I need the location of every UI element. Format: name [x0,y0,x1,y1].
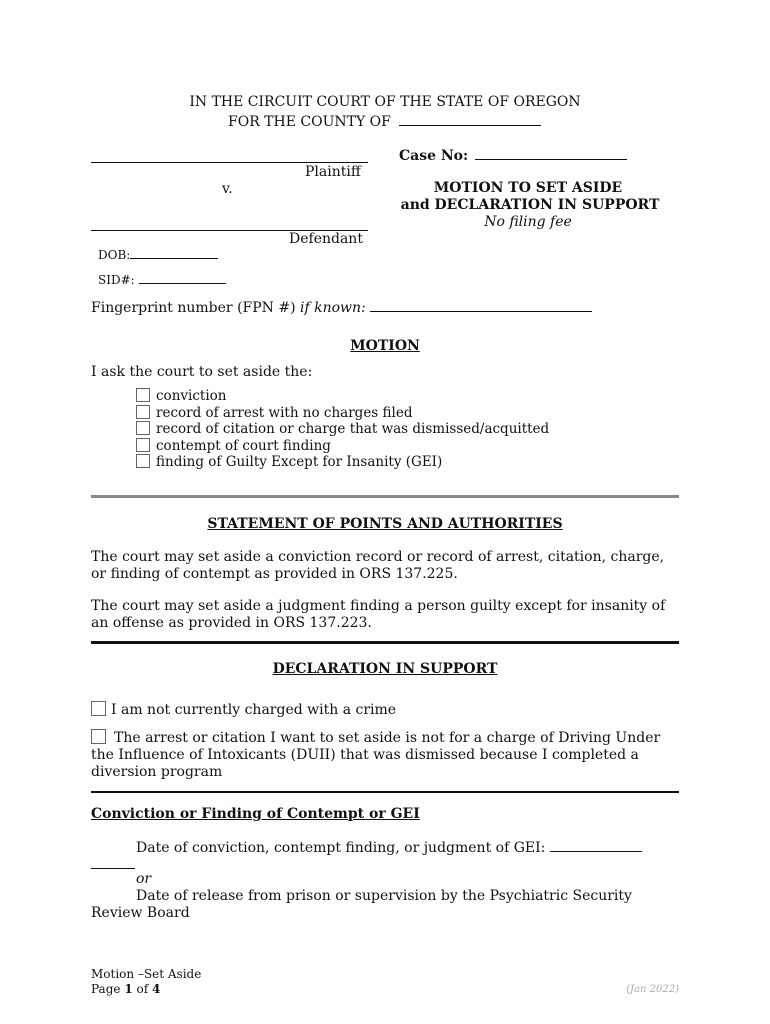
checkbox[interactable] [136,388,150,402]
option-label: conviction [156,388,227,404]
filing-fee-note: No filing fee [484,214,572,230]
checkbox[interactable] [91,701,106,716]
fingerprint-field [91,299,592,317]
county-line [228,113,541,131]
motion-title-line2: and DECLARATION IN SUPPORT [400,197,660,213]
motion-intro: I ask the court to set aside the: [91,364,313,380]
footer-revision-date: (Jan 2022) [626,984,679,995]
release-date-label: Date of release from prison or supervision by the Psychiatric Security Review Board [91,888,632,921]
option-gei[interactable] [136,454,549,471]
option-label: record of citation or charge that was dismissed/acquitted [156,421,550,437]
conviction-date-field [136,839,642,857]
checkbox[interactable] [136,438,150,452]
checkbox[interactable] [136,405,150,419]
plaintiff-name-line[interactable] [91,162,368,163]
checkbox[interactable] [91,729,106,744]
declaration-item-not-charged[interactable] [91,701,396,719]
conviction-date-label: Date of conviction, contempt finding, or judgment of GEI: [136,840,546,856]
case-no-blank[interactable] [475,147,627,160]
motion-options-list [136,388,549,471]
option-conviction[interactable] [136,388,549,405]
declaration-item-label: I am not currently charged with a crime [111,702,397,718]
page-of: of [136,982,149,996]
fingerprint-qualifier: if known: [300,300,366,316]
dob-field [98,248,218,263]
fingerprint-blank[interactable] [370,299,592,312]
statement-heading: STATEMENT OF POINTS AND AUTHORITIES [207,516,563,532]
motion-title-line1: MOTION TO SET ASIDE [433,180,623,196]
page-total: 4 [152,982,161,996]
option-arrest-record[interactable] [136,405,549,422]
motion-heading: MOTION [350,338,420,354]
county-label: FOR THE COUNTY OF [228,114,391,130]
declaration-heading: DECLARATION IN SUPPORT [272,661,498,677]
sid-blank[interactable] [139,273,226,284]
option-label: finding of Guilty Except for Insanity (GEI) [156,454,443,470]
case-no-field [399,147,627,165]
conviction-section-heading: Conviction or Finding of Contempt or GEI [91,806,420,822]
footer-form-name: Motion –Set Aside [91,967,202,981]
declaration-item-not-duii[interactable] [91,729,679,781]
page-current: 1 [124,982,133,996]
dob-label: DOB: [98,248,131,262]
defendant-label: Defendant [289,231,363,247]
conviction-date-blank[interactable] [550,839,642,852]
sid-label: SID#: [98,273,135,287]
checkbox[interactable] [136,421,150,435]
option-label: contempt of court finding [156,437,331,454]
county-blank[interactable] [399,113,541,126]
footer-page-number [91,982,160,997]
or-label: or [136,871,152,887]
section-divider [91,641,679,644]
option-label: record of arrest with no charges filed [156,404,413,421]
plaintiff-label: Plaintiff [305,164,361,180]
statement-paragraph-2: The court may set aside a judgment finding a person guilty except for insanity of an offense as provided in ORS 137.223. [91,598,666,631]
fingerprint-label: Fingerprint number (FPN #) [91,300,296,316]
section-divider [91,495,679,498]
declaration-item-label: The arrest or citation I want to set aside is not for a charge of Driving Under the Influence of Intoxicants (DUII) that was dismissed because I completed a diversion program [91,730,661,780]
sid-field [98,273,226,288]
court-name-line: IN THE CIRCUIT COURT OF THE STATE OF OREGON [189,94,581,110]
checkbox[interactable] [136,454,150,468]
statement-paragraph-1: The court may set aside a conviction record or record of arrest, citation, charge, or finding of contempt as provided in ORS 137.225. [91,549,665,582]
option-citation-record[interactable] [136,421,549,438]
case-no-label: Case No: [399,148,469,164]
versus-label: v. [222,181,233,197]
dob-blank[interactable] [130,248,218,259]
conviction-date-blank-continued[interactable] [91,868,135,869]
page-prefix: Page [91,982,121,996]
section-divider [91,791,679,793]
option-contempt[interactable] [136,438,549,455]
